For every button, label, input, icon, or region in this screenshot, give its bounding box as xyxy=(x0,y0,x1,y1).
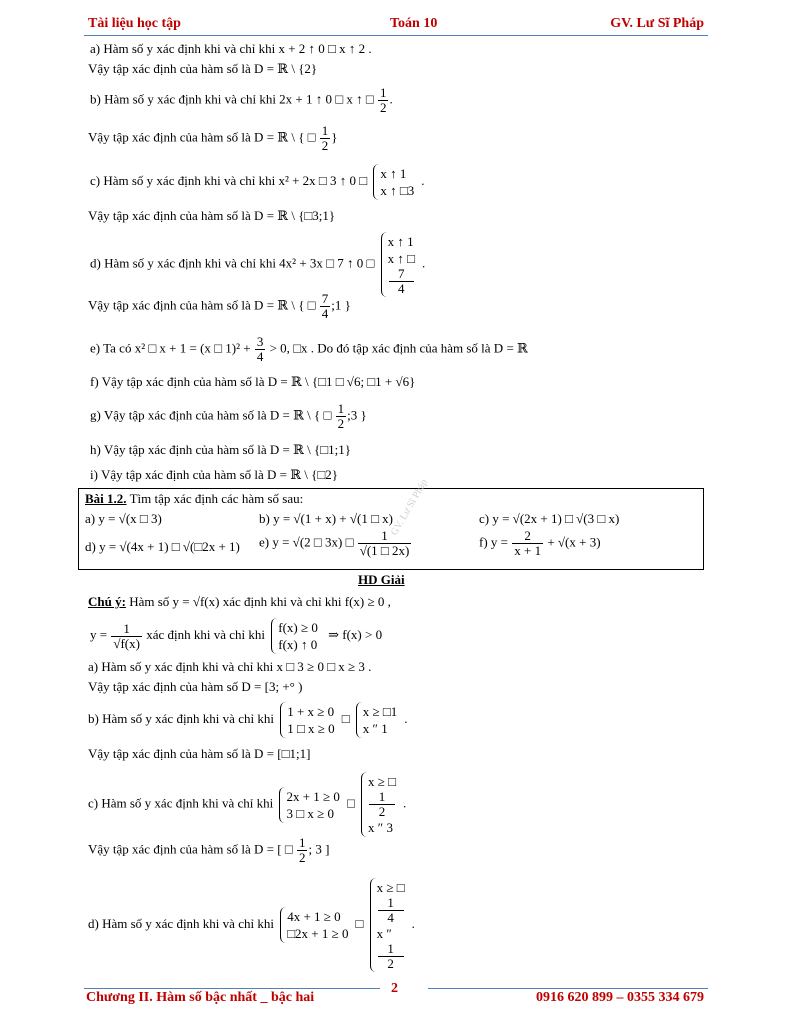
sol-g-post: ;3 } xyxy=(347,407,367,423)
exercise-f-pre: f) y = xyxy=(479,534,508,550)
watermark: GV. Lư Sĩ Pháp xyxy=(388,477,431,538)
frac-den: 2 xyxy=(387,956,394,971)
frac-num: 1 xyxy=(369,790,395,805)
fraction xyxy=(378,86,389,115)
note2-pre: y = xyxy=(90,626,108,642)
frac-num: 1 xyxy=(298,835,306,850)
note2-post: ⇒ f(x) > 0 xyxy=(328,626,383,642)
sol-g-line xyxy=(90,402,367,431)
solution-heading: HD Giải xyxy=(358,572,405,587)
fraction xyxy=(320,124,331,153)
sol2-a-result: Vậy tập xác định của hàm số D = [3; +° ) xyxy=(88,679,303,694)
sol2-d-text: d) Hàm số y xác định khi và chỉ khi xyxy=(88,915,274,931)
header-left: Tài liệu học tập xyxy=(88,16,181,31)
exercise-item-d: d) y = √(4x + 1) □ √(□2x + 1) xyxy=(85,539,240,554)
fraction xyxy=(255,335,266,364)
fraction xyxy=(358,529,412,558)
sol2-b-text: b) Hàm số y xác định khi và chỉ khi xyxy=(88,710,274,726)
footer-left: Chương II. Hàm số bậc nhất _ bậc hai xyxy=(86,990,315,1005)
sys-row: x ↑ □3 xyxy=(380,183,415,198)
exercise-title: Bài 1.2. xyxy=(85,491,127,506)
sys-row: x ≥ □1 xyxy=(362,704,398,719)
sys-row xyxy=(377,925,405,971)
sys-row: 3 □ x ≥ 0 xyxy=(286,805,334,821)
sys-row: x ″ 3 xyxy=(368,820,393,835)
note-text: Hàm số y = √f(x) xác định khi và chỉ khi f(x) ≥ 0 , xyxy=(129,594,391,609)
sol-c-result: Vậy tập xác định của hàm số là D = ℝ \ {□3;1} xyxy=(88,208,336,223)
fraction xyxy=(320,292,331,321)
frac-den: 2 xyxy=(337,416,345,431)
sol2-c-result-pre: Vậy tập xác định của hàm số là D = [ □ xyxy=(88,841,293,857)
sol-d-result-text: Vậy tập xác định của hàm số là D = ℝ \ { □ xyxy=(88,297,316,313)
exercise-item-e xyxy=(259,529,412,558)
exercise-item-f xyxy=(479,529,601,558)
sol2-c-text: c) Hàm số y xác định khi và chỉ khi xyxy=(88,795,274,811)
sol-a-line: a) Hàm số y xác định khi và chỉ khi x + 2 ↑ 0 □ x ↑ 2 . xyxy=(90,41,372,56)
sol-b-result: Vậy tập xác định của hàm số là D = ℝ \ { □ $\frac{1}{2}$ } xyxy=(88,123,338,153)
sol-f-line: f) Vậy tập xác định của hàm số là D = ℝ \ {□1 □ √6; □1 + √6} xyxy=(90,374,416,389)
sys-row: 2x + 1 ≥ 0 xyxy=(286,788,340,804)
frac-den: 4 xyxy=(256,349,264,364)
exercise-f-post: + √(x + 3) xyxy=(547,534,601,550)
frac-den: 4 xyxy=(321,306,329,321)
frac-den: 2 xyxy=(298,850,306,865)
frac-num: 3 xyxy=(256,334,264,349)
frac-num: 1 xyxy=(379,85,387,100)
exercise-prompt: Tìm tập xác định các hàm số sau: xyxy=(129,491,304,506)
exercise-item-c: c) y = √(2x + 1) □ √(3 □ x) xyxy=(479,511,620,526)
frac-den: 4 xyxy=(398,281,405,296)
equation-system xyxy=(361,772,400,837)
footer-right: 0916 620 899 – 0355 334 679 xyxy=(536,990,704,1005)
sol-g-pre: g) Vậy tập xác định của hàm số là D = ℝ \ { □ xyxy=(90,407,332,423)
equation-system xyxy=(271,618,322,654)
exercise-e-pre: e) y = √(2 □ 3x) □ xyxy=(259,534,354,550)
sol-a-result: Vậy tập xác định của hàm số là D = ℝ \ {2} xyxy=(88,61,318,76)
frac-den: 2 xyxy=(321,138,329,153)
sol2-a-line: a) Hàm số y xác định khi và chỉ khi x □ 3 ≥ 0 □ x ≥ 3 . xyxy=(88,659,372,674)
sys-row: x ″ 1 xyxy=(362,721,388,736)
note-line xyxy=(88,594,391,610)
sol-d-result xyxy=(88,292,351,321)
frac-den: x + 1 xyxy=(514,543,542,558)
fraction xyxy=(389,267,414,296)
sol-b-text: b) Hàm số y xác định khi và chỉ khi 2x + 1 ↑ 0 □ x ↑ □ xyxy=(90,91,374,107)
fraction xyxy=(336,402,347,431)
frac-den: 2 xyxy=(379,100,387,115)
sol2-c-line: c) Hàm số y xác định khi và chỉ khi 2x + 1 ≥ 0 3 □ x ≥ 0 □ x ≥ □ 1 2 x ″ 3 . xyxy=(88,774,407,835)
exercise-item-b: b) y = √(1 + x) + √(1 □ x) xyxy=(259,511,394,526)
frac-num: 7 xyxy=(321,291,329,306)
sol-d-line: d) Hàm số y xác định khi và chỉ khi 4x² + 3x □ 7 ↑ 0 □ x ↑ 1 x ↑ □ 7 4 . xyxy=(90,234,426,296)
fraction xyxy=(297,836,308,865)
exercise-heading xyxy=(85,491,303,507)
page-header xyxy=(88,16,704,34)
fraction xyxy=(512,529,543,558)
fraction xyxy=(369,790,395,819)
frac-den: √f(x) xyxy=(113,635,140,651)
sys-row xyxy=(377,879,405,925)
equation-system xyxy=(279,787,343,823)
exercise-item-a: a) y = √(x □ 3) xyxy=(85,511,162,526)
note2-mid: xác định khi và chỉ khi xyxy=(146,626,265,642)
equation-system xyxy=(370,878,409,972)
sys-row-text: x ↑ □ xyxy=(387,251,415,266)
frac-num: 2 xyxy=(512,529,543,544)
sys-row xyxy=(388,250,415,296)
header-center: Toán 10 xyxy=(390,16,438,31)
sol-e-post: > 0, □x . Do đó tập xác định của hàm số là D = ℝ xyxy=(269,340,528,356)
sol-b-result-text: Vậy tập xác định của hàm số là D = ℝ \ { □ xyxy=(88,129,316,145)
sys-row-text: x ≥ □ xyxy=(376,880,405,895)
equation-system xyxy=(356,702,402,738)
sol-i-line: i) Vậy tập xác định của hàm số là D = ℝ \ {□2} xyxy=(90,467,338,482)
sol-e-pre: e) Ta có x² □ x + 1 = (x □ 1)² + xyxy=(90,340,251,356)
fraction xyxy=(378,896,404,925)
frac-num: 1 xyxy=(378,896,404,911)
frac-num: 1 xyxy=(358,529,412,544)
sol2-b-line: b) Hàm số y xác định khi và chỉ khi 1 + x ≥ 0 1 □ x ≥ 0 □ x ≥ □1 x ″ 1 . xyxy=(88,704,408,736)
equation-system xyxy=(373,164,418,200)
header-rule xyxy=(84,35,708,36)
sol-d-text: d) Hàm số y xác định khi và chỉ khi 4x² + 3x □ 7 ↑ 0 □ xyxy=(90,255,375,271)
frac-num: 1 xyxy=(321,123,329,138)
sol2-b-result: Vậy tập xác định của hàm số là D = [□1;1] xyxy=(88,746,311,761)
sol-c-line: c) Hàm số y xác định khi và chỉ khi x² + 2x □ 3 ↑ 0 □ x ↑ 1 x ↑ □3 . xyxy=(90,166,425,198)
sol-e-line xyxy=(90,335,528,364)
frac-num: 1 xyxy=(111,622,142,637)
note2-line xyxy=(90,618,382,654)
sol2-c-result xyxy=(88,836,329,865)
equation-system xyxy=(381,232,419,297)
sys-row: f(x) ≥ 0 xyxy=(278,620,318,635)
frac-num: 1 xyxy=(378,942,404,957)
sol-c-text: c) Hàm số y xác định khi và chỉ khi x² + 2x □ 3 ↑ 0 □ xyxy=(90,172,368,188)
sys-row: x ↑ 1 xyxy=(387,234,414,249)
footer-rule-right xyxy=(428,988,708,989)
frac-den: √(1 □ 2x) xyxy=(359,543,410,558)
frac-den: 4 xyxy=(387,910,394,925)
sol2-d-line: d) Hàm số y xác định khi và chỉ khi 4x + 1 ≥ 0 □2x + 1 ≥ 0 □ x ≥ □ 1 4 x ″ 1 2 . xyxy=(88,880,415,971)
header-right: GV. Lư Sĩ Pháp xyxy=(610,16,704,31)
sys-row-text: x ≥ □ xyxy=(368,774,397,789)
note-label: Chú ý: xyxy=(88,594,126,609)
frac-den: 2 xyxy=(378,804,386,819)
sol-h-line: h) Vậy tập xác định của hàm số là D = ℝ \ {□1;1} xyxy=(90,442,351,457)
frac-num: 7 xyxy=(389,267,414,282)
sys-row: 1 □ x ≥ 0 xyxy=(287,721,335,736)
sys-row: x ↑ 1 xyxy=(380,166,407,181)
sys-row: 1 + x ≥ 0 xyxy=(287,704,335,719)
fraction xyxy=(378,942,404,971)
sys-row xyxy=(368,773,396,819)
sol2-c-result-post: ; 3 ] xyxy=(308,841,330,857)
equation-system xyxy=(280,702,339,738)
sys-row-text: x ″ xyxy=(376,926,392,941)
equation-system xyxy=(280,907,352,943)
sys-row: f(x) ↑ 0 xyxy=(278,637,318,652)
frac-num: 1 xyxy=(337,401,345,416)
fraction xyxy=(111,622,142,651)
sol-b-line: b) Hàm số y xác định khi và chỉ khi 2x + 1 ↑ 0 □ x ↑ □ $\frac{1}{2}$ . xyxy=(90,85,393,115)
sys-row: □2x + 1 ≥ 0 xyxy=(287,926,349,941)
page-number: 2 xyxy=(391,981,398,996)
sol-d-result-post: ;1 } xyxy=(331,297,351,313)
sys-row: 4x + 1 ≥ 0 xyxy=(287,909,341,924)
footer-rule-left xyxy=(84,988,380,989)
